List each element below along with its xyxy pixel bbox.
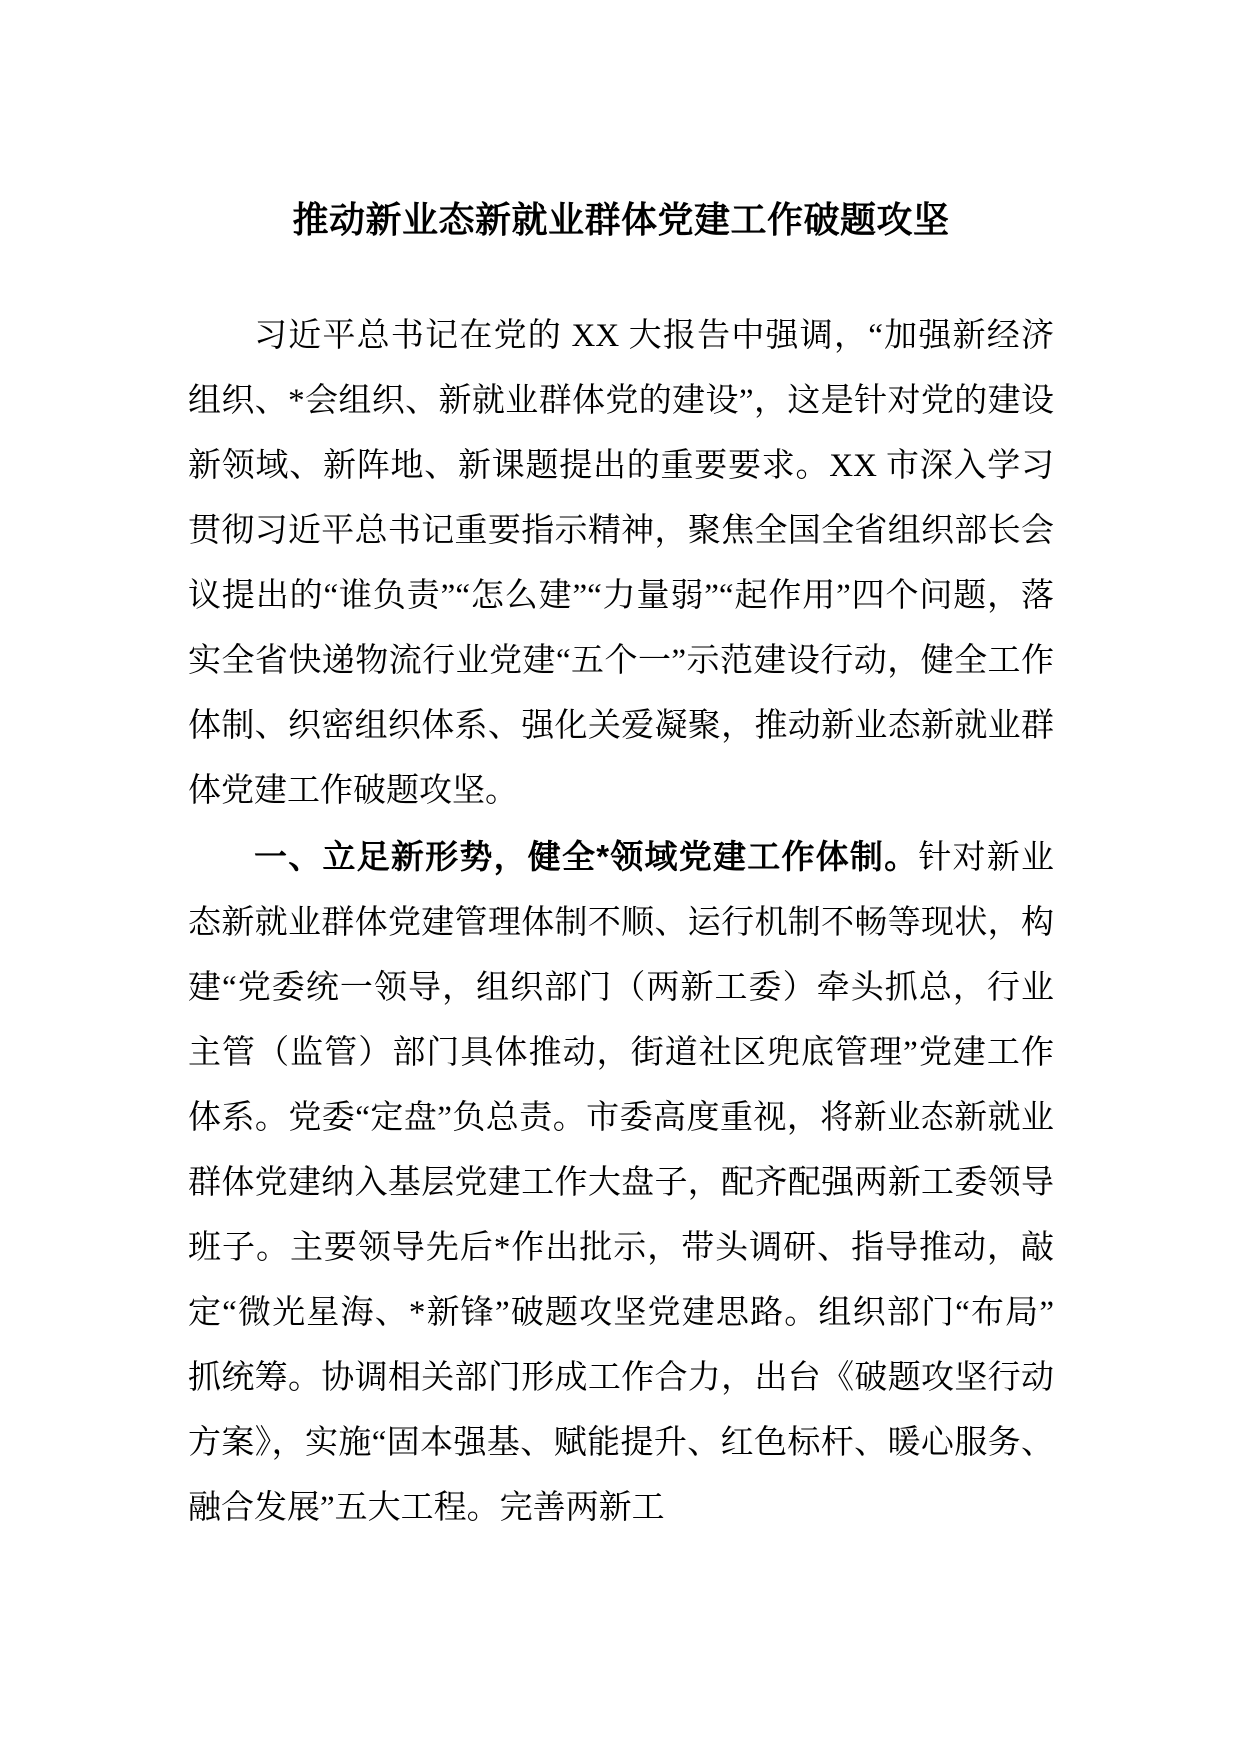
paragraph-2 (188, 824, 1054, 1541)
paragraph-2-body: 针对新业态新就业群体党建管理体制不顺、运行机制不畅等现状，构建“党委统一领导，组织部门（两新工委）牵头抓总，行业主管（监管）部门具体推动，街道社区兜底管理”党建工作体系。党委“定盘”负总责。市委高度重视，将新业态新就业群体党建纳入基层党建工作大盘子，配齐配强两新工委领导班子。主要领导先后*作出批示，带头调研、指导推动，敲定“微光星海、*新锋”破题攻坚党建思路。组织部门“布局”抓统筹。协调相关部门形成工作合力，出台《破题攻坚行动方案》，实施“固本强基、赋能提升、红色标杆、暖心服务、融合发展”五大工程。完善两新工 (188, 840, 1055, 1526)
paragraph-1 (188, 302, 1054, 824)
paragraph-1-body: 习近平总书记在党的 XX 大报告中强调，“加强新经济组织、*会组织、新就业群体党的建设”，这是针对党的建设新领域、新阵地、新课题提出的重要要求。XX 市深入学习贯彻习近平总书记重要指示精神，聚焦全国全省组织部长会议提出的“谁负责”“怎么建”“力量弱”“起作用”四个问题，落实全省快递物流行业党建“五个一”示范建设行动，健全工作体制、织密组织体系、强化关爱凝聚，推动新业态新就业群体党建工作破题攻坚。 (188, 318, 1054, 809)
document-title: 推动新业态新就业群体党建工作破题攻坚 (292, 199, 950, 240)
paragraph-2-heading: 一、立足新形势，健全*领域党建工作体制。 (254, 838, 919, 875)
